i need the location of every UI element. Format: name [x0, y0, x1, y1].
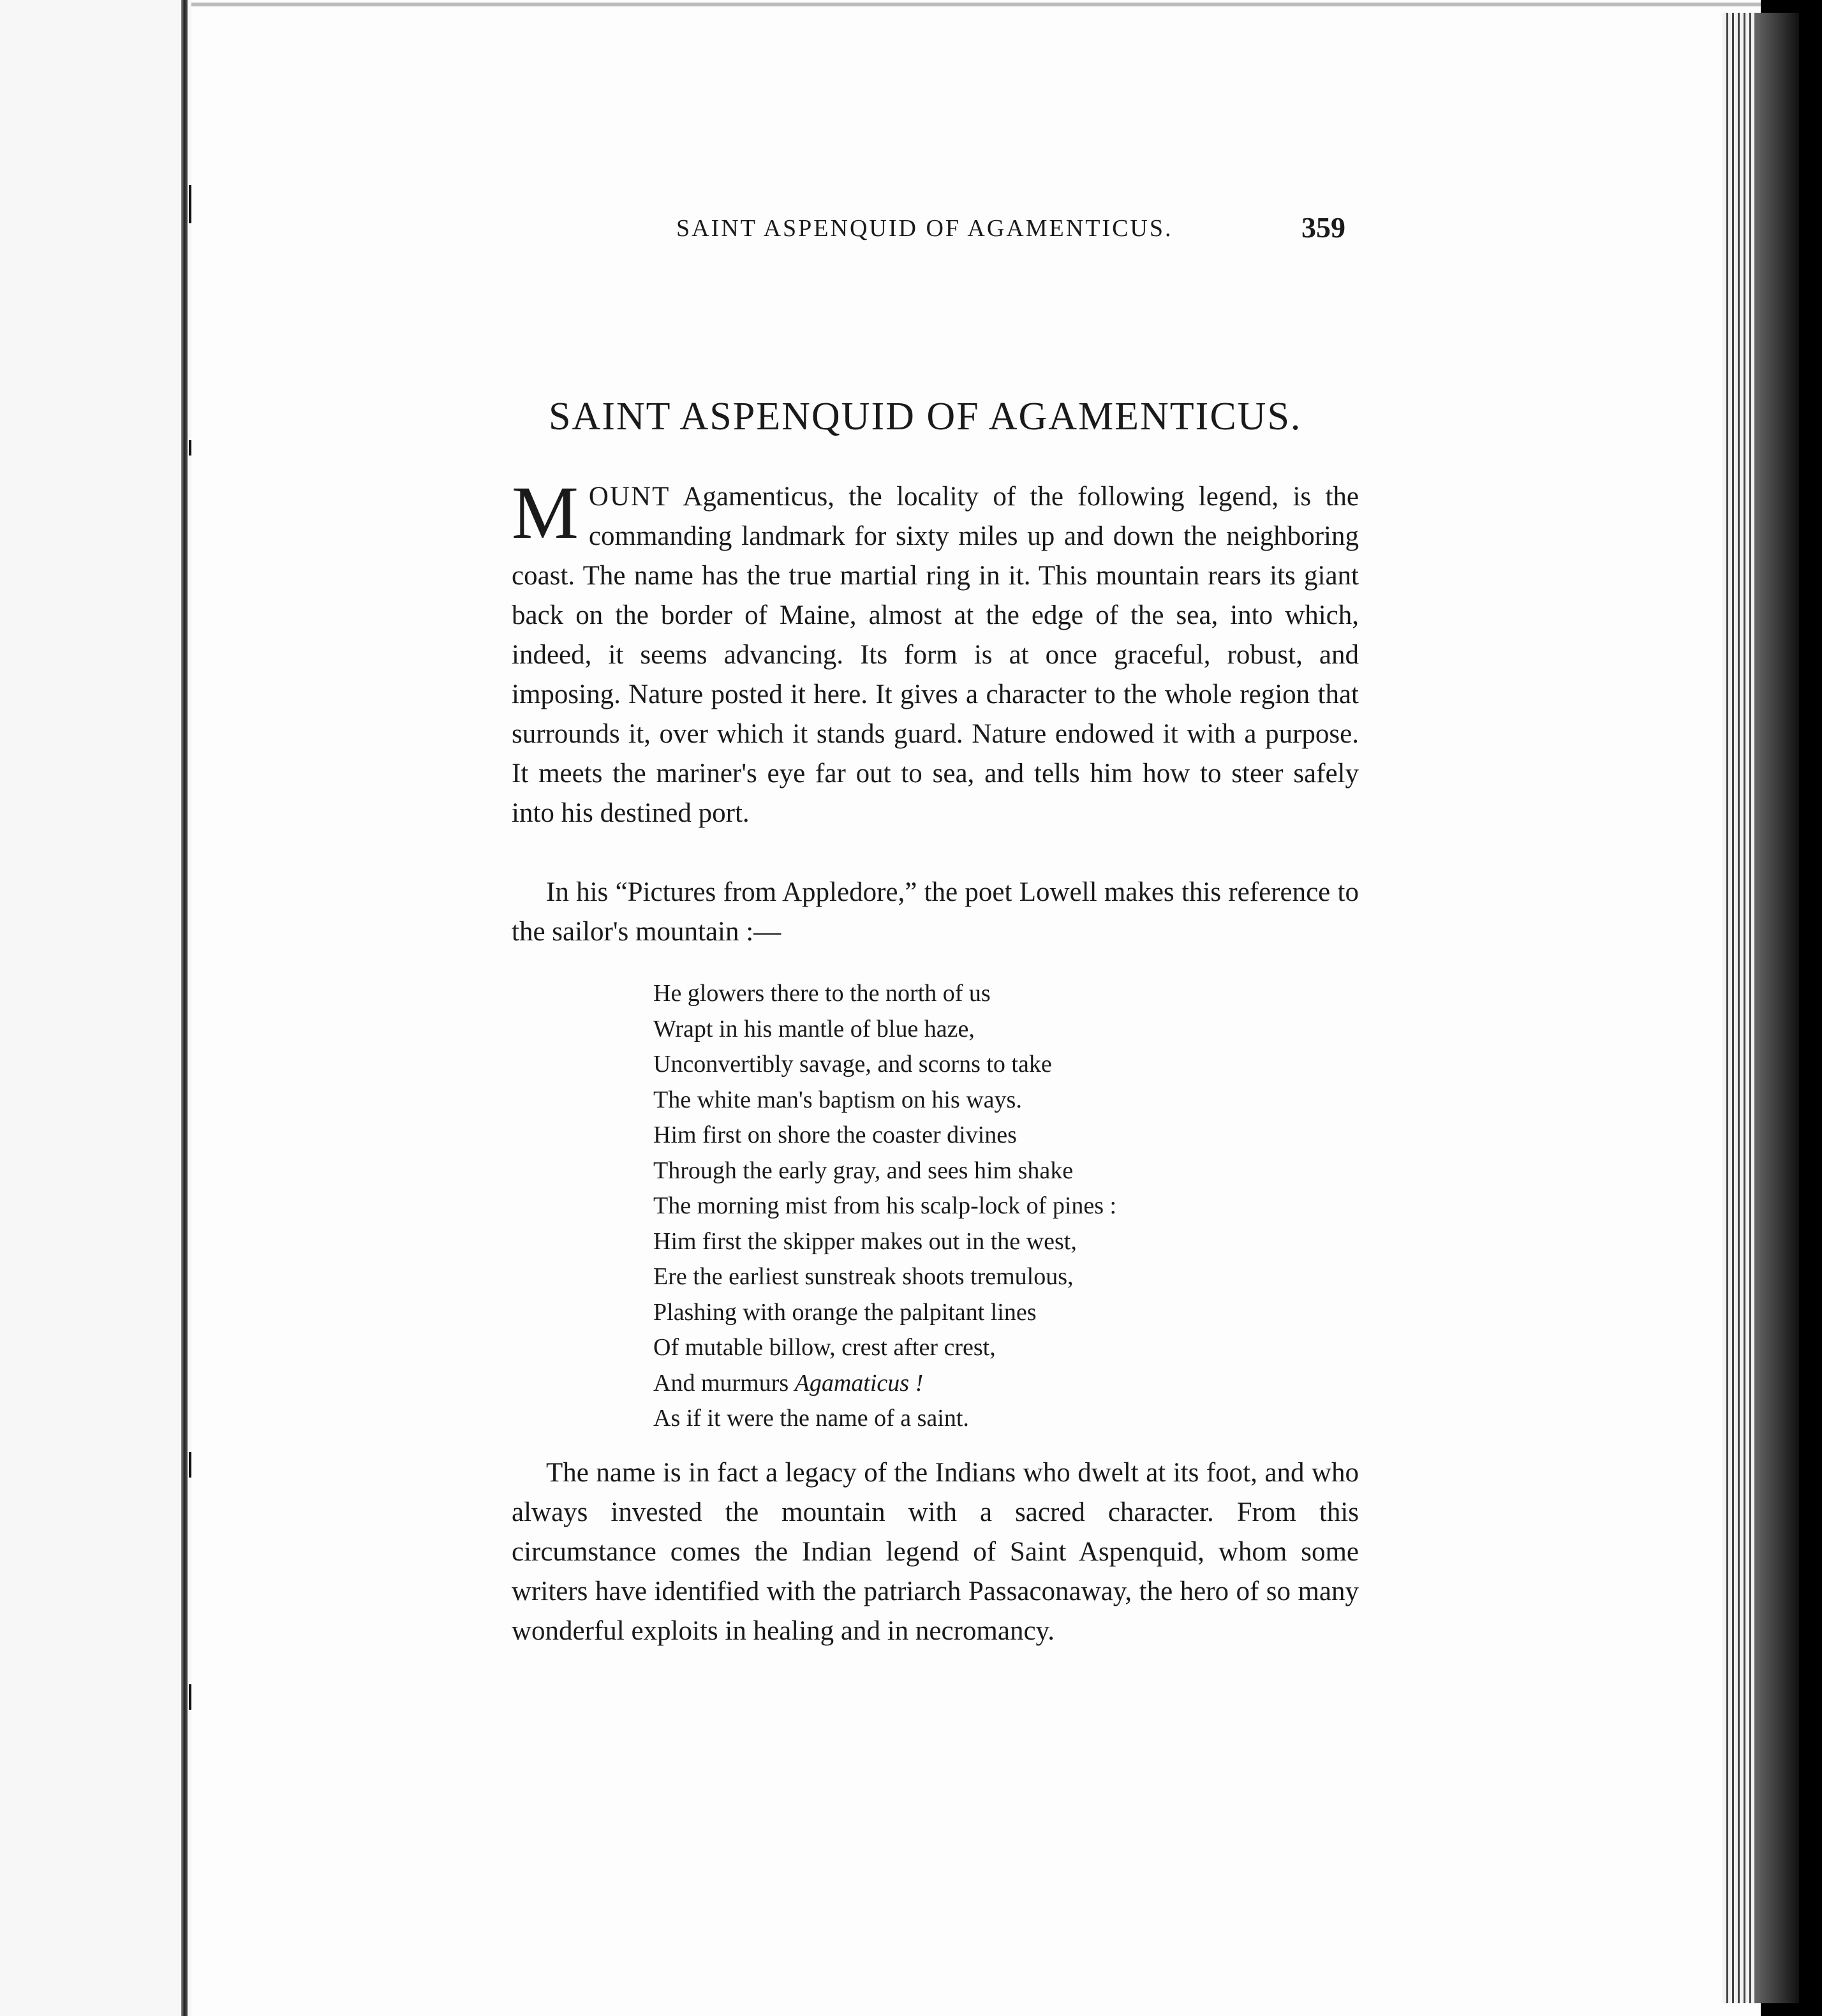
binding-shadow [1754, 13, 1799, 2003]
poem-line: Unconvertibly savage, and scorns to take [653, 1051, 1052, 1078]
poem-line: Of mutable billow, crest after crest, [653, 1334, 996, 1361]
poem-line: Through the early gray, and sees him shake [653, 1157, 1074, 1184]
poem-line: He glowers there to the north of us [653, 980, 991, 1007]
page-stack-fore-edge [1722, 13, 1799, 2003]
page-number: 359 [1301, 211, 1345, 244]
paragraph-1 [512, 471, 1359, 833]
previous-page-edge [0, 0, 191, 2016]
paragraph-3 [512, 1453, 1359, 1651]
paragraph-2-text: In his “Pictures from Appledore,” the poet Lowell makes this reference to the sailor's mountain :— [512, 877, 1359, 947]
poem-line: Ere the earliest sunstreak shoots tremulous, [653, 1263, 1074, 1290]
poem-line: Plashing with orange the palpitant lines [653, 1298, 1037, 1326]
poem-line: The white man's baptism on his ways. [653, 1086, 1022, 1113]
poem-line: Him first on shore the coaster divines [653, 1122, 1017, 1148]
poem-line: As if it were the name of a saint. [653, 1405, 969, 1432]
poem-line: Him first the skipper makes out in the west, [653, 1227, 1077, 1255]
paragraph-1-text: Agamenticus, the locality of the following legend, is the commanding landmark for sixty miles up and down the neighboring coast. The name has the true martial ring in it. This mountain rears its giant back on the border of Maine, almost at the edge of the sea, into which, indeed, it seems advancing. Its form is at once graceful, robust, and imposing. Nature posted it here. It gives a character to the whole region that surrounds it, over which it stands guard. Nature endowed it with a purpose. It meets the mariner's eye far out to sea, and tells him how to steer safely into his destined port. [512, 482, 1359, 828]
page-top-edge [191, 3, 1761, 6]
poem-line: The morning mist from his scalp-lock of pines : [653, 1192, 1117, 1219]
gutter-shadow [181, 0, 188, 2016]
chapter-title: SAINT ASPENQUID OF AGAMENTICUS. [549, 395, 1302, 438]
poem-quotation [653, 976, 1227, 1437]
poem-line: Wrapt in his mantle of blue haze, [653, 1015, 975, 1042]
paragraph-2 [512, 873, 1359, 952]
drop-cap: M [512, 471, 579, 554]
poem-line-start: And murmurs [653, 1369, 795, 1397]
paragraph-3-text: The name is in fact a legacy of the Indians who dwelt at its foot, and who always invested the mountain with a sacred character. From this circumstance comes the Indian legend of Saint Aspenquid, whom some writers have identified with the patriarch Passaconaway, the hero of so many wonderful exploits in healing and in necromancy. [512, 1458, 1359, 1646]
poem-italic-word: Agamaticus ! [794, 1369, 924, 1397]
poem-line-with-italic [653, 1366, 1227, 1402]
small-caps-opening: OUNT [588, 482, 670, 512]
running-head-title: SAINT ASPENQUID OF AGAMENTICUS. [676, 215, 1173, 242]
